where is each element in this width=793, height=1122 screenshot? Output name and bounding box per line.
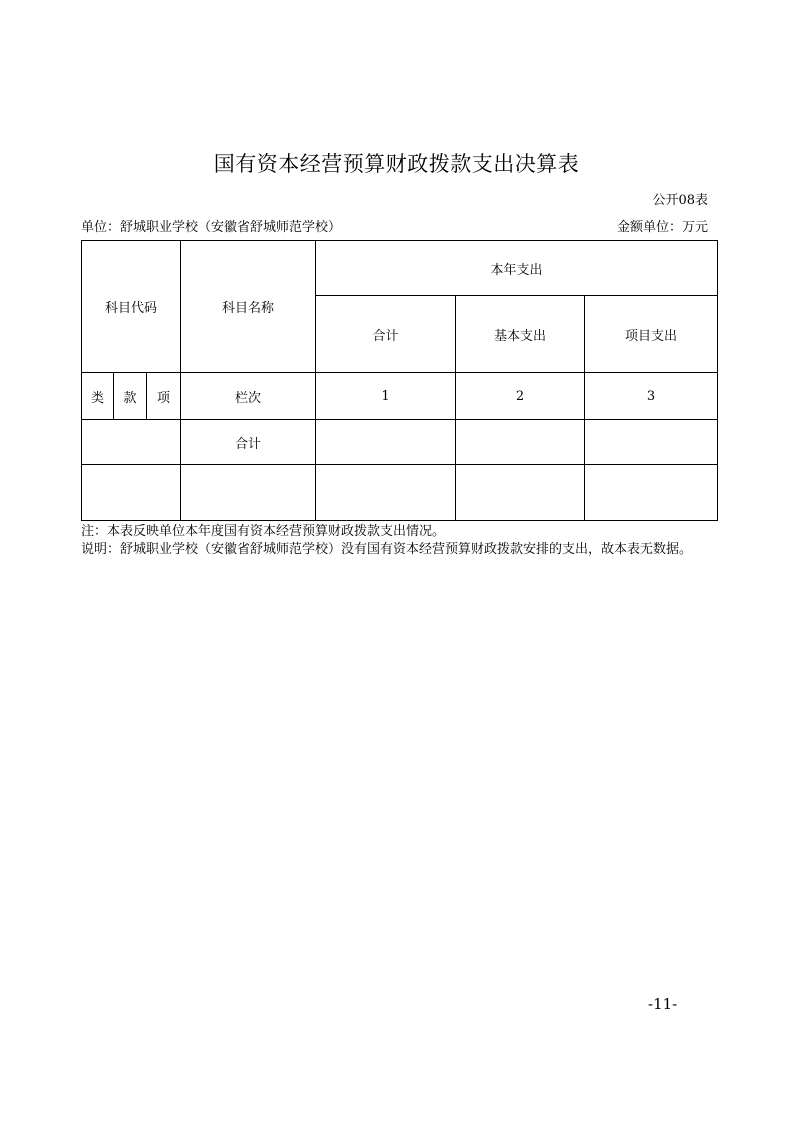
total-row-total (316, 420, 456, 465)
header-total: 合计 (316, 296, 456, 373)
header-subject-name: 科目名称 (181, 241, 316, 373)
amount-unit: 金额单位：万元 (616, 220, 708, 235)
header-subject-code: 科目代码 (82, 241, 181, 373)
empty-row-code (82, 465, 181, 521)
header-project-expenditure: 项目支出 (585, 296, 718, 373)
header-current-year: 本年支出 (316, 241, 718, 296)
total-row-project (585, 420, 718, 465)
table-explanation: 说明：舒城职业学校（安徽省舒城师范学校）没有国有资本经营预算财政拨款安排的支出，故本表无数据。 (81, 542, 693, 557)
table-note: 注：本表反映单位本年度国有资本经营预算财政拨款支出情况。 (81, 524, 446, 539)
col-number-2: 2 (456, 373, 585, 420)
form-code: 公开08表 (652, 193, 708, 208)
header-basic-expenditure: 基本支出 (456, 296, 585, 373)
empty-row-project (585, 465, 718, 521)
total-row-basic (456, 420, 585, 465)
page-title: 国有资本经营预算财政拨款支出决算表 (213, 152, 580, 176)
col-kuan: 款 (114, 373, 147, 420)
total-row-label: 合计 (181, 420, 316, 465)
col-number-1: 1 (316, 373, 456, 420)
page-number: -11- (648, 995, 678, 1013)
col-lanci: 栏次 (181, 373, 316, 420)
col-number-3: 3 (585, 373, 718, 420)
col-lei: 类 (82, 373, 114, 420)
empty-row-basic (456, 465, 585, 521)
empty-row-name (181, 465, 316, 521)
reporting-unit: 单位：舒城职业学校（安徽省舒城师范学校） (81, 220, 342, 235)
budget-table (81, 240, 718, 521)
col-xiang: 项 (147, 373, 181, 420)
empty-row-total (316, 465, 456, 521)
total-row-code (82, 420, 181, 465)
